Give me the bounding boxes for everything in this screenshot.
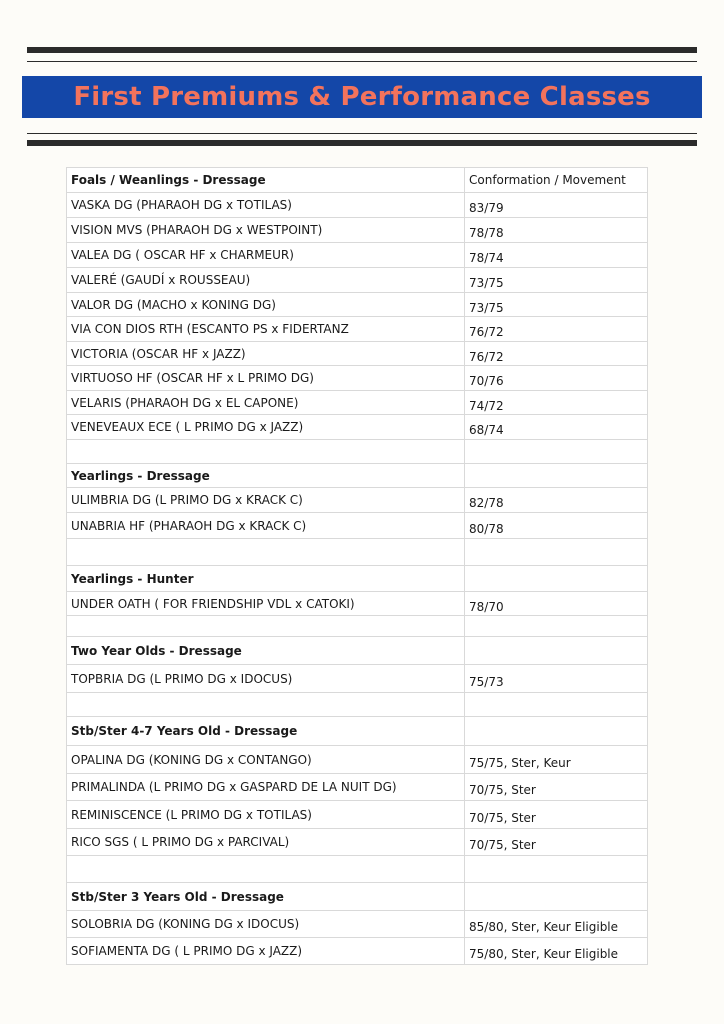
category-label: Stb/Ster 3 Years Old - Dressage bbox=[67, 883, 465, 911]
spacer-row bbox=[67, 539, 648, 566]
score-cell: 80/78 bbox=[465, 513, 648, 539]
score-cell: 70/76 bbox=[465, 366, 648, 391]
horse-name-cell bbox=[67, 440, 465, 464]
score-cell: 83/79 bbox=[465, 193, 648, 218]
title-banner bbox=[22, 76, 702, 118]
horse-name-cell: UNDER OATH ( FOR FRIENDSHIP VDL x CATOKI) bbox=[67, 592, 465, 616]
score-cell: 78/70 bbox=[465, 592, 648, 616]
table-row bbox=[67, 911, 648, 938]
horse-name-cell: VIRTUOSO HF (OSCAR HF x L PRIMO DG) bbox=[67, 366, 465, 391]
horse-name-cell: ULIMBRIA DG (L PRIMO DG x KRACK C) bbox=[67, 488, 465, 513]
spacer-row bbox=[67, 440, 648, 464]
score-cell: 78/74 bbox=[465, 243, 648, 268]
score-cell: 85/80, Ster, Keur Eligible bbox=[465, 911, 648, 938]
column-header bbox=[465, 464, 648, 488]
table-row bbox=[67, 513, 648, 539]
score-cell bbox=[465, 539, 648, 566]
table-row bbox=[67, 366, 648, 391]
score-cell: 75/75, Ster, Keur bbox=[465, 746, 648, 774]
horse-name-cell: TOPBRIA DG (L PRIMO DG x IDOCUS) bbox=[67, 665, 465, 693]
table-row bbox=[67, 488, 648, 513]
table-row bbox=[67, 391, 648, 415]
results-table bbox=[66, 167, 648, 965]
table-row bbox=[67, 293, 648, 317]
horse-name-cell: VALERÉ (GAUDÍ x ROUSSEAU) bbox=[67, 268, 465, 293]
horse-name-cell: VALEA DG ( OSCAR HF x CHARMEUR) bbox=[67, 243, 465, 268]
table-row bbox=[67, 665, 648, 693]
horse-name-cell: RICO SGS ( L PRIMO DG x PARCIVAL) bbox=[67, 829, 465, 856]
table-row bbox=[67, 938, 648, 965]
table-row bbox=[67, 829, 648, 856]
horse-name-cell: VALOR DG (MACHO x KONING DG) bbox=[67, 293, 465, 317]
category-label: Two Year Olds - Dressage bbox=[67, 637, 465, 665]
table-row bbox=[67, 193, 648, 218]
table-row bbox=[67, 774, 648, 801]
score-cell bbox=[465, 693, 648, 717]
score-cell bbox=[465, 440, 648, 464]
column-header bbox=[465, 566, 648, 592]
score-cell: 76/72 bbox=[465, 342, 648, 366]
score-cell: 78/78 bbox=[465, 218, 648, 243]
score-cell bbox=[465, 856, 648, 883]
horse-name-cell: SOFIAMENTA DG ( L PRIMO DG x JAZZ) bbox=[67, 938, 465, 965]
spacer-row bbox=[67, 693, 648, 717]
results-table-container bbox=[66, 167, 647, 965]
score-cell bbox=[465, 616, 648, 637]
column-header bbox=[465, 883, 648, 911]
spacer-row bbox=[67, 856, 648, 883]
score-cell: 68/74 bbox=[465, 415, 648, 440]
score-cell: 70/75, Ster bbox=[465, 829, 648, 856]
results-table-body bbox=[67, 168, 648, 965]
bottom-rule-thick bbox=[27, 140, 697, 146]
bottom-rule-thin bbox=[27, 133, 697, 134]
column-header bbox=[465, 637, 648, 665]
score-cell: 82/78 bbox=[465, 488, 648, 513]
horse-name-cell: REMINISCENCE (L PRIMO DG x TOTILAS) bbox=[67, 801, 465, 829]
category-label: Stb/Ster 4-7 Years Old - Dressage bbox=[67, 717, 465, 746]
category-label: Yearlings - Hunter bbox=[67, 566, 465, 592]
table-row bbox=[67, 268, 648, 293]
score-cell: 75/80, Ster, Keur Eligible bbox=[465, 938, 648, 965]
table-row bbox=[67, 218, 648, 243]
page-title: First Premiums & Performance Classes bbox=[73, 82, 651, 112]
column-header: Conformation / Movement bbox=[465, 168, 648, 193]
top-rule-thick bbox=[27, 47, 697, 53]
category-label: Yearlings - Dressage bbox=[67, 464, 465, 488]
horse-name-cell bbox=[67, 856, 465, 883]
horse-name-cell: PRIMALINDA (L PRIMO DG x GASPARD DE LA NUIT DG) bbox=[67, 774, 465, 801]
top-rule-thin bbox=[27, 61, 697, 62]
horse-name-cell bbox=[67, 616, 465, 637]
score-cell: 75/73 bbox=[465, 665, 648, 693]
category-header-row bbox=[67, 168, 648, 193]
horse-name-cell: OPALINA DG (KONING DG x CONTANGO) bbox=[67, 746, 465, 774]
table-row bbox=[67, 415, 648, 440]
category-header-row bbox=[67, 566, 648, 592]
category-header-row bbox=[67, 717, 648, 746]
score-cell: 74/72 bbox=[465, 391, 648, 415]
horse-name-cell bbox=[67, 693, 465, 717]
category-label: Foals / Weanlings - Dressage bbox=[67, 168, 465, 193]
table-row bbox=[67, 801, 648, 829]
category-header-row bbox=[67, 883, 648, 911]
horse-name-cell: VELARIS (PHARAOH DG x EL CAPONE) bbox=[67, 391, 465, 415]
score-cell: 73/75 bbox=[465, 268, 648, 293]
score-cell: 70/75, Ster bbox=[465, 801, 648, 829]
horse-name-cell: VIA CON DIOS RTH (ESCANTO PS x FIDERTANZ bbox=[67, 317, 465, 342]
horse-name-cell: VENEVEAUX ECE ( L PRIMO DG x JAZZ) bbox=[67, 415, 465, 440]
horse-name-cell: VISION MVS (PHARAOH DG x WESTPOINT) bbox=[67, 218, 465, 243]
table-row bbox=[67, 342, 648, 366]
table-row bbox=[67, 592, 648, 616]
category-header-row bbox=[67, 637, 648, 665]
horse-name-cell: VICTORIA (OSCAR HF x JAZZ) bbox=[67, 342, 465, 366]
horse-name-cell: SOLOBRIA DG (KONING DG x IDOCUS) bbox=[67, 911, 465, 938]
spacer-row bbox=[67, 616, 648, 637]
table-row bbox=[67, 243, 648, 268]
horse-name-cell: UNABRIA HF (PHARAOH DG x KRACK C) bbox=[67, 513, 465, 539]
score-cell: 76/72 bbox=[465, 317, 648, 342]
score-cell: 70/75, Ster bbox=[465, 774, 648, 801]
category-header-row bbox=[67, 464, 648, 488]
column-header bbox=[465, 717, 648, 746]
table-row bbox=[67, 746, 648, 774]
score-cell: 73/75 bbox=[465, 293, 648, 317]
horse-name-cell: VASKA DG (PHARAOH DG x TOTILAS) bbox=[67, 193, 465, 218]
horse-name-cell bbox=[67, 539, 465, 566]
table-row bbox=[67, 317, 648, 342]
